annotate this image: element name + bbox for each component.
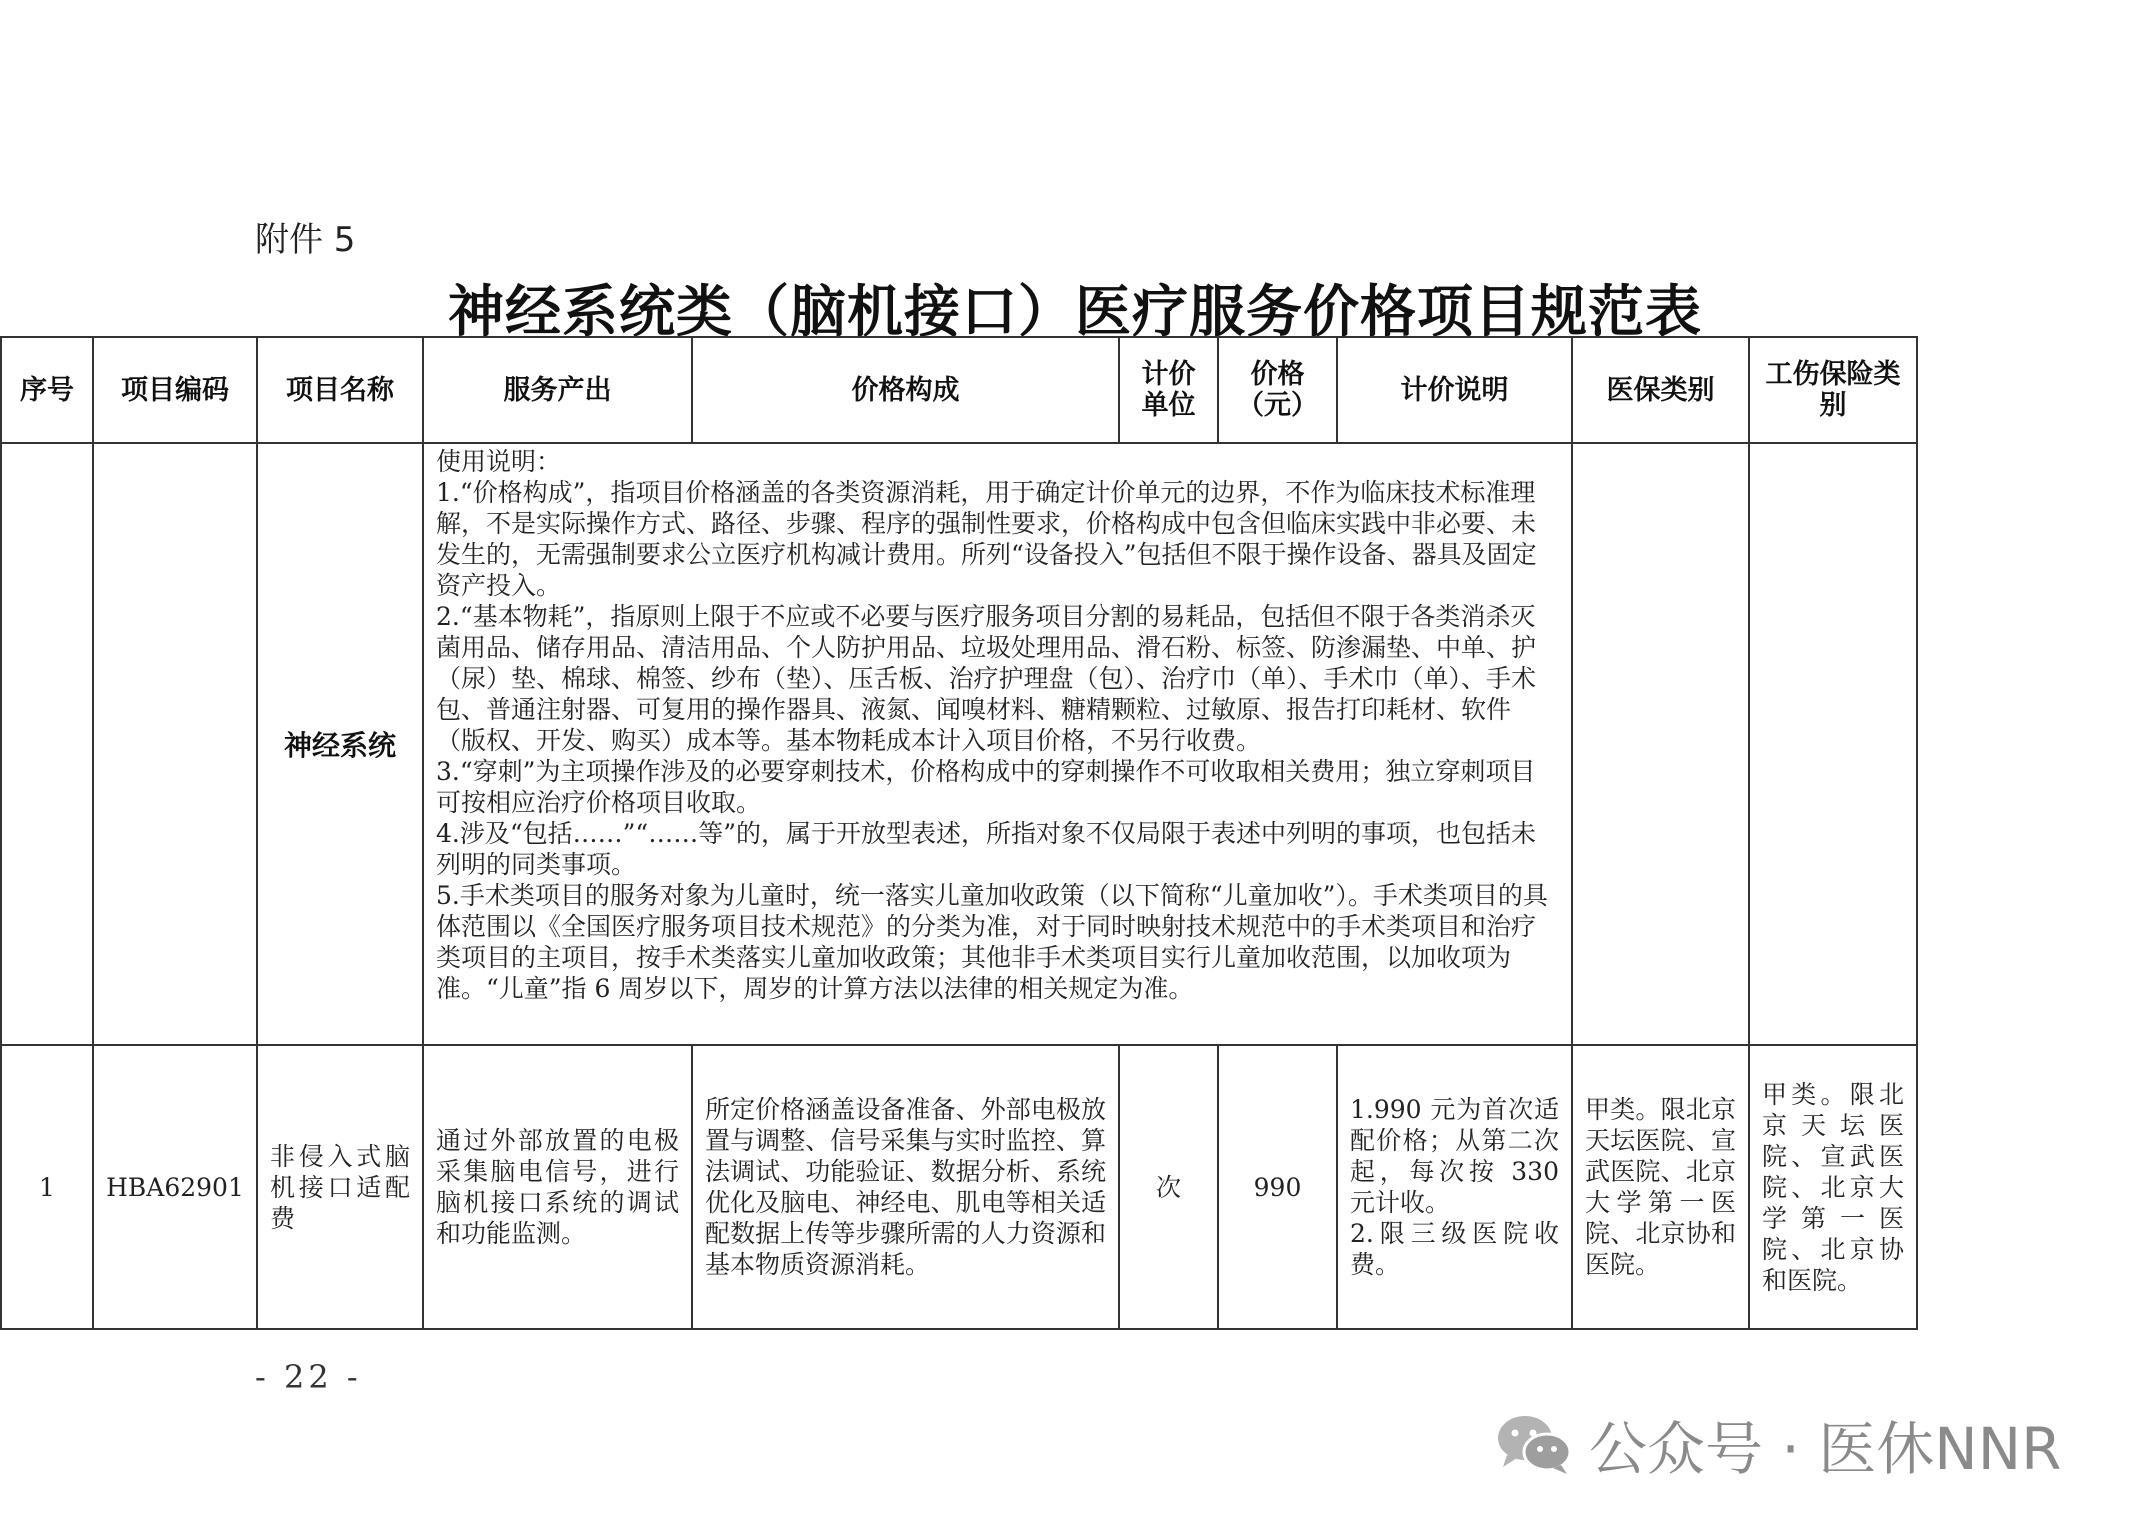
col-price-composition: 价格构成 (692, 337, 1119, 443)
usage-note-4: 4.涉及“包括……”“……等”的，属于开放型表述，所指对象不仅局限于表述中列明的事项，也包括未列明的同类事项。 (436, 819, 1536, 879)
wechat-icon (1495, 1411, 1573, 1477)
col-price (1218, 337, 1337, 443)
price-spec-table (0, 336, 1918, 1330)
col-medical-insurance: 医保类别 (1572, 337, 1749, 443)
empty-cell (1572, 443, 1749, 1045)
system-name: 神经系统 (257, 443, 423, 1045)
col-price-line1: 价格 (1250, 359, 1305, 390)
col-code: 项目编码 (93, 337, 257, 443)
col-pricing-note: 计价说明 (1337, 337, 1572, 443)
usage-notes (423, 443, 1572, 1045)
item-name: 非侵入式脑机接口适配费 (257, 1045, 423, 1329)
usage-note-1: 1.“价格构成”，指项目价格涵盖的各类资源消耗，用于确定计价单元的边界，不作为临床技术标准理解，不是实际操作方式、路径、步骤、程序的强制性要求，价格构成中包含但临床实践中非必要、未发生的，无需强制要求公立医疗机构减计费用。所列“设备投入”包括但不限于操作设备、器具及固定资产投入。 (436, 478, 1537, 600)
col-seq: 序号 (1, 337, 93, 443)
system-category-row (1, 443, 1917, 1045)
item-unit: 次 (1119, 1045, 1218, 1329)
item-medical-insurance: 甲类。限北京天坛医院、宣武医院、北京大学第一医院、北京协和医院。 (1572, 1045, 1749, 1329)
col-injury-insurance-line1: 工伤保险类 (1765, 359, 1901, 390)
attachment-label: 附件 5 (255, 220, 356, 260)
col-injury-insurance-line2: 别 (1819, 390, 1847, 421)
page-number: - 22 - (255, 1358, 362, 1396)
page-title: 神经系统类（脑机接口）医疗服务价格项目规范表 (448, 280, 1702, 345)
item-pricing-note (1337, 1045, 1572, 1329)
item-code: HBA62901 (93, 1045, 257, 1329)
usage-note-5: 5.手术类项目的服务对象为儿童时，统一落实儿童加收政策（以下简称“儿童加收”）。手术类项目的具体范围以《全国医疗服务项目技术规范》的分类为准，对于同时映射技术规范中的手术类项目和治疗类项目的主项目，按手术类落实儿童加收政策；其他非手术类项目实行儿童加收范围，以加收项为准。“儿童”指 6 周岁以下，周岁的计算方法以法律的相关规定为准。 (436, 881, 1548, 1003)
col-unit-line1: 计价 (1141, 359, 1196, 390)
item-service-output: 通过外部放置的电极采集脑电信号，进行脑机接口系统的调试和功能监测。 (423, 1045, 692, 1329)
col-unit (1119, 337, 1218, 443)
col-unit-line2: 单位 (1141, 390, 1196, 421)
empty-cell (1749, 443, 1917, 1045)
item-injury-insurance: 甲类。限北京天坛医院、宣武医院、北京大学第一医院、北京协和医院。 (1749, 1045, 1917, 1329)
col-service-output: 服务产出 (423, 337, 692, 443)
col-price-line2: （元） (1237, 390, 1318, 421)
empty-cell (1, 443, 93, 1045)
item-pricing-note-2: 2.限三级医院收费。 (1350, 1219, 1559, 1279)
item-pricing-note-1: 1.990 元为首次适配价格；从第二次起，每次按 330 元计收。 (1350, 1095, 1559, 1217)
item-seq: 1 (1, 1045, 93, 1329)
item-price-composition: 所定价格涵盖设备准备、外部电极放置与调整、信号采集与实时监控、算法调试、功能验证、数据分析、系统优化及脑电、神经电、肌电等相关适配数据上传等步骤所需的人力资源和基本物质资源消耗。 (692, 1045, 1119, 1329)
watermark (1495, 1402, 2061, 1486)
col-name: 项目名称 (257, 337, 423, 443)
usage-note-2: 2.“基本物耗”，指原则上限于不应或不必要与医疗服务项目分割的易耗品，包括但不限于各类消杀灭菌用品、储存用品、清洁用品、个人防护用品、垃圾处理用品、滑石粉、标签、防渗漏垫、中单、护（尿）垫、棉球、棉签、纱布（垫）、压舌板、治疗护理盘（包）、治疗巾（单）、手术巾（单）、手术包、普通注射器、可复用的操作器具、液氮、闻嗅材料、糖精颗粒、过敏原、报告打印耗材、软件（版权、开发、购买）成本等。基本物耗成本计入项目价格，不另行收费。 (436, 602, 1537, 755)
watermark-text: 公众号 · 医休NNR (1589, 1415, 2062, 1483)
empty-cell (93, 443, 257, 1045)
usage-note-3: 3.“穿刺”为主项操作涉及的必要穿刺技术，价格构成中的穿刺操作不可收取相关费用；独立穿刺项目可按相应治疗价格项目收取。 (436, 757, 1536, 817)
usage-notes-heading: 使用说明： (436, 447, 562, 476)
table-row (1, 1045, 1917, 1329)
col-injury-insurance (1749, 337, 1917, 443)
table-header-row (1, 337, 1917, 443)
item-price: 990 (1218, 1045, 1337, 1329)
